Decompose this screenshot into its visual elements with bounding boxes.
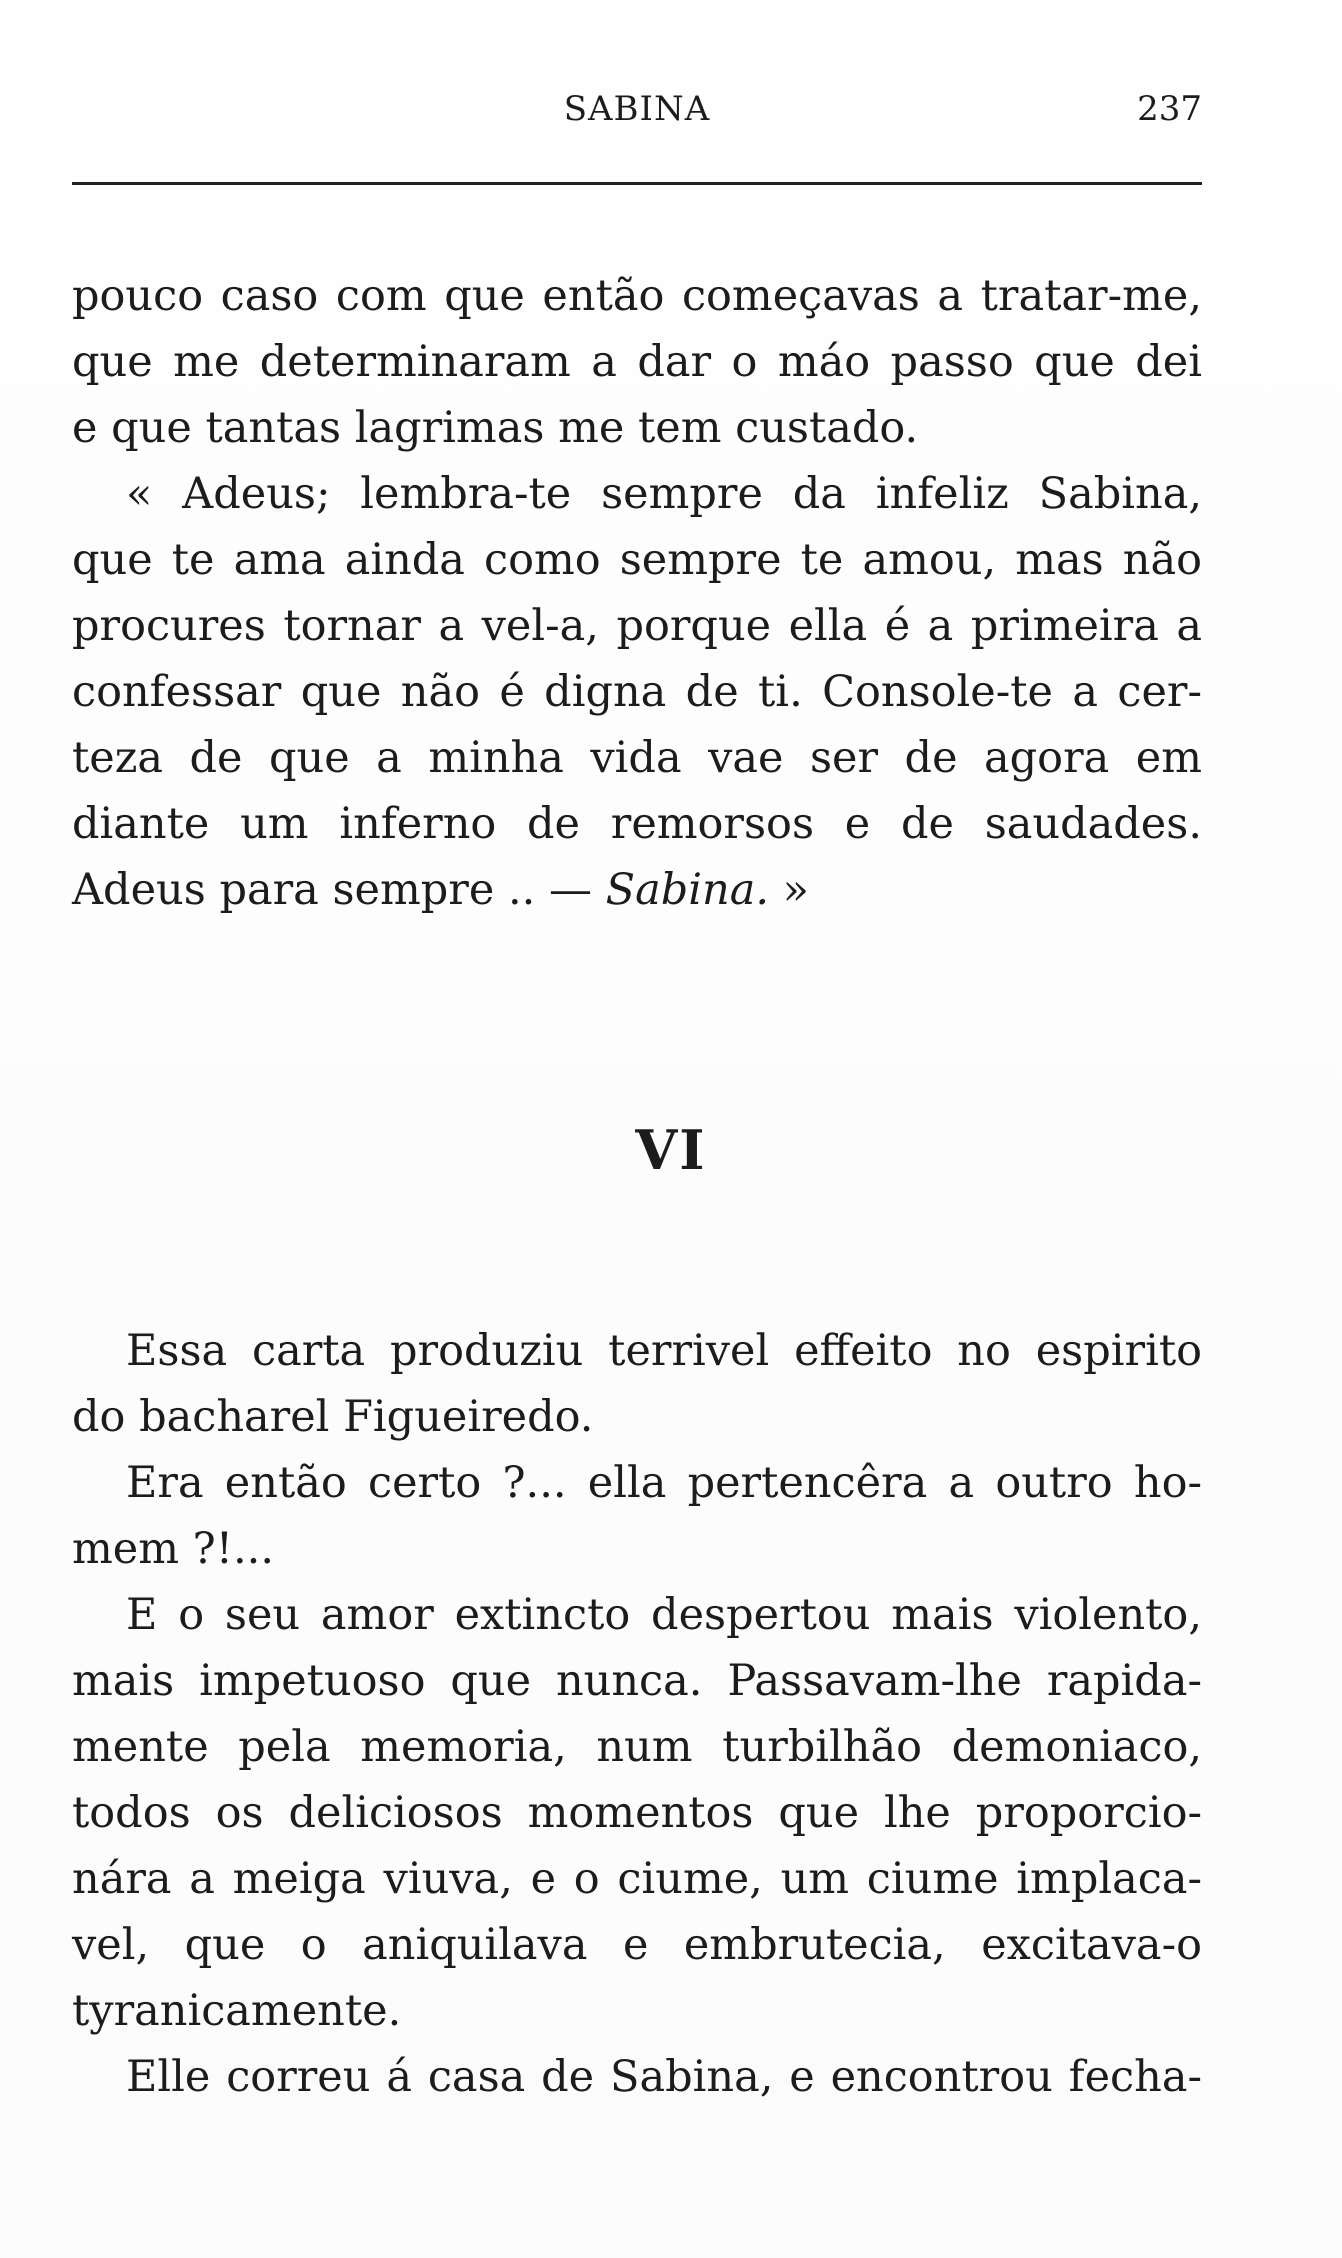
closing-suffix: »: [769, 865, 809, 915]
text-line: confessar que não é digna de ti. Console-te a cer-: [72, 667, 1202, 717]
text-line: todos os deliciosos momentos que lhe proporcio-: [72, 1788, 1202, 1838]
text-line: Era então certo ?... ella pertencêra a outro ho-: [126, 1458, 1202, 1508]
text-line: mem ?!...: [72, 1524, 275, 1574]
signature: Sabina.: [605, 865, 770, 915]
body-text: [72, 1318, 1202, 2110]
text-line: que me determinaram a dar o máo passo que dei: [72, 337, 1202, 387]
text-line: mente pela memoria, num turbilhão demoniaco,: [72, 1722, 1202, 1772]
running-title: SABINA: [563, 89, 711, 129]
text-line: do bacharel Figueiredo.: [72, 1392, 594, 1442]
text-line: que te ama ainda como sempre te amou, mas não: [72, 535, 1202, 585]
text-line: pouco caso com que então começavas a tratar-me,: [72, 271, 1202, 321]
text-line: procures tornar a vel-a, porque ella é a primeira a: [72, 601, 1202, 651]
page-number: 237: [1137, 89, 1202, 129]
text-line: nára a meiga viuva, e o ciume, um ciume implaca-: [72, 1854, 1202, 1904]
letter-text: [72, 263, 1202, 923]
text-line: Elle correu á casa de Sabina, e encontrou fecha-: [126, 2052, 1202, 2102]
chapter-heading: VI: [635, 1118, 707, 1182]
text-line: mais impetuoso que nunca. Passavam-lhe rapida-: [72, 1656, 1202, 1706]
text-line: e que tantas lagrimas me tem custado.: [72, 403, 919, 453]
text-line: teza de que a minha vida vae ser de agora em: [72, 733, 1202, 783]
text-line: E o seu amor extincto despertou mais violento,: [126, 1590, 1202, 1640]
text-line: diante um inferno de remorsos e de saudades.: [72, 799, 1202, 849]
header-rule: [72, 182, 1202, 185]
running-header: [72, 84, 1202, 134]
closing-prefix: Adeus para sempre .. —: [72, 865, 606, 915]
text-line: Essa carta produziu terrivel effeito no espirito: [126, 1326, 1202, 1376]
text-line: tyranicamente.: [72, 1986, 402, 2036]
text-line: « Adeus; lembra-te sempre da infeliz Sabina,: [126, 469, 1202, 519]
letter-closing: [72, 857, 1202, 923]
text-line: vel, que o aniquilava e embrutecia, excitava-o: [72, 1920, 1202, 1970]
